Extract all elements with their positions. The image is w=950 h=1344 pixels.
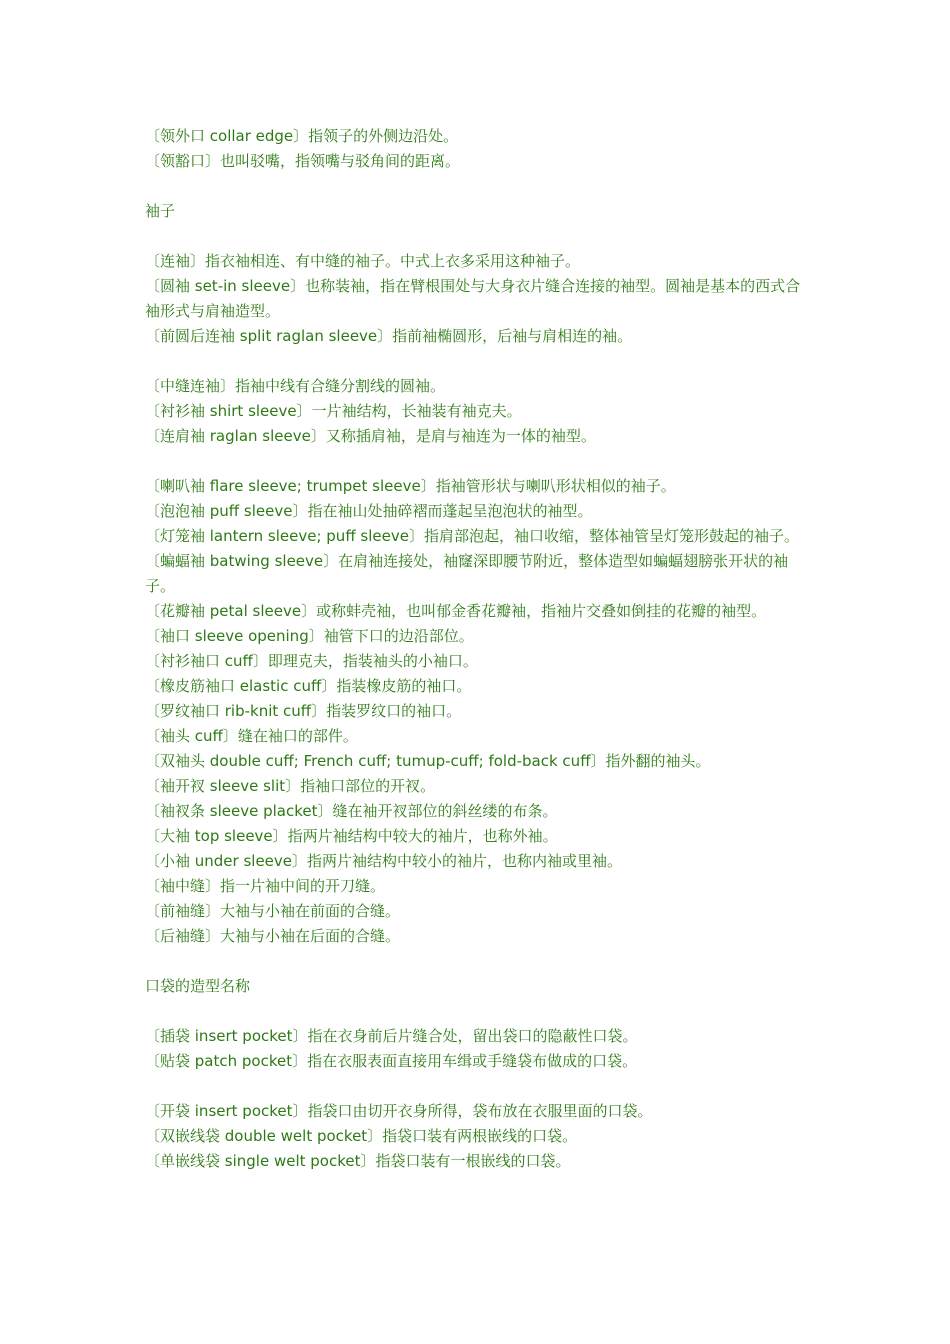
- blank-line: [145, 949, 810, 974]
- document-body: [145, 124, 810, 1174]
- term-sleeve-center-seam: 〔袖中缝〕指一片袖中间的开刀缝。: [145, 877, 386, 895]
- section-heading-sleeves: 袖子: [145, 202, 176, 220]
- term-lantern-sleeve: 〔灯笼袖 lantern sleeve; puff sleeve〕指肩部泡起，袖口收缩，整体袖管呈灯笼形鼓起的袖子。: [145, 527, 799, 545]
- term-collar-notch: 〔领豁口〕也叫驳嘴，指领嘴与驳角间的距离。: [145, 152, 461, 170]
- term-cut-pocket: 〔开袋 insert pocket〕指袋口由切开衣身所得，袋布放在衣服里面的口袋。: [145, 1102, 653, 1120]
- term-petal-sleeve: 〔花瓣袖 petal sleeve〕或称蚌壳袖，也叫郁金香花瓣袖，指袖片交叠如倒挂的花瓣的袖型。: [145, 602, 767, 620]
- blank-line: [145, 224, 810, 249]
- blank-line: [145, 349, 810, 374]
- term-connected-sleeve: 〔连袖〕指衣袖相连、有中缝的袖子。中式上衣多采用这种袖子。: [145, 252, 581, 270]
- term-elastic-cuff: 〔橡皮筋袖口 elastic cuff〕指装橡皮筋的袖口。: [145, 677, 472, 695]
- term-shirt-sleeve: 〔衬衫袖 shirt sleeve〕一片袖结构，长袖装有袖克夫。: [145, 402, 522, 420]
- term-cuff: 〔衬衫袖口 cuff〕即理克夫，指装袖头的小袖口。: [145, 652, 478, 670]
- blank-line: [145, 449, 810, 474]
- blank-line: [145, 174, 810, 199]
- term-insert-pocket: 〔插袋 insert pocket〕指在衣身前后片缝合处，留出袋口的隐蔽性口袋。: [145, 1027, 638, 1045]
- term-sleeve-opening: 〔袖口 sleeve opening〕袖管下口的边沿部位。: [145, 627, 474, 645]
- term-under-sleeve: 〔小袖 under sleeve〕指两片袖结构中较小的袖片，也称内袖或里袖。: [145, 852, 623, 870]
- term-set-in-sleeve: 〔圆袖 set-in sleeve〕也称装袖，指在臂根围处与大身衣片缝合连接的袖型。圆袖是基本的西式合袖形式与肩袖造型。: [145, 277, 801, 320]
- term-split-raglan-sleeve: 〔前圆后连袖 split raglan sleeve〕指前袖椭圆形，后袖与肩相连的袖。: [145, 327, 633, 345]
- term-patch-pocket: 〔贴袋 patch pocket〕指在衣服表面直接用车缉或手缝袋布做成的口袋。: [145, 1052, 638, 1070]
- term-sleeve-slit: 〔袖开衩 sleeve slit〕指袖口部位的开衩。: [145, 777, 436, 795]
- term-double-welt-pocket: 〔双嵌线袋 double welt pocket〕指袋口装有两根嵌线的口袋。: [145, 1127, 578, 1145]
- section-heading-pockets: 口袋的造型名称: [145, 977, 251, 995]
- term-center-seam-sleeve: 〔中缝连袖〕指袖中线有合缝分割线的圆袖。: [145, 377, 446, 395]
- term-flare-sleeve: 〔喇叭袖 flare sleeve; trumpet sleeve〕指袖管形状与喇叭形状相似的袖子。: [145, 477, 676, 495]
- term-collar-edge: 〔领外口 collar edge〕指领子的外侧边沿处。: [145, 127, 459, 145]
- term-top-sleeve: 〔大袖 top sleeve〕指两片袖结构中较大的袖片，也称外袖。: [145, 827, 558, 845]
- term-raglan-sleeve: 〔连肩袖 raglan sleeve〕又称插肩袖，是肩与袖连为一体的袖型。: [145, 427, 596, 445]
- term-back-sleeve-seam: 〔后袖缝〕大袖与小袖在后面的合缝。: [145, 927, 401, 945]
- term-single-welt-pocket: 〔单嵌线袋 single welt pocket〕指袋口装有一根嵌线的口袋。: [145, 1152, 571, 1170]
- blank-line: [145, 999, 810, 1024]
- term-puff-sleeve: 〔泡泡袖 puff sleeve〕指在袖山处抽碎褶而蓬起呈泡泡状的袖型。: [145, 502, 593, 520]
- term-batwing-sleeve: 〔蝙蝠袖 batwing sleeve〕在肩袖连接处，袖窿深即腰节附近，整体造型如蝙蝠翅膀张开状的袖子。: [145, 552, 789, 595]
- term-cuff-piece: 〔袖头 cuff〕缝在袖口的部件。: [145, 727, 358, 745]
- blank-line: [145, 1074, 810, 1099]
- term-rib-knit-cuff: 〔罗纹袖口 rib-knit cuff〕指装罗纹口的袖口。: [145, 702, 462, 720]
- term-sleeve-placket: 〔袖衩条 sleeve placket〕缝在袖开衩部位的斜丝缕的布条。: [145, 802, 558, 820]
- term-front-sleeve-seam: 〔前袖缝〕大袖与小袖在前面的合缝。: [145, 902, 401, 920]
- term-double-cuff: 〔双袖头 double cuff; French cuff; tumup-cuff; fold-back cuff〕指外翻的袖头。: [145, 752, 711, 770]
